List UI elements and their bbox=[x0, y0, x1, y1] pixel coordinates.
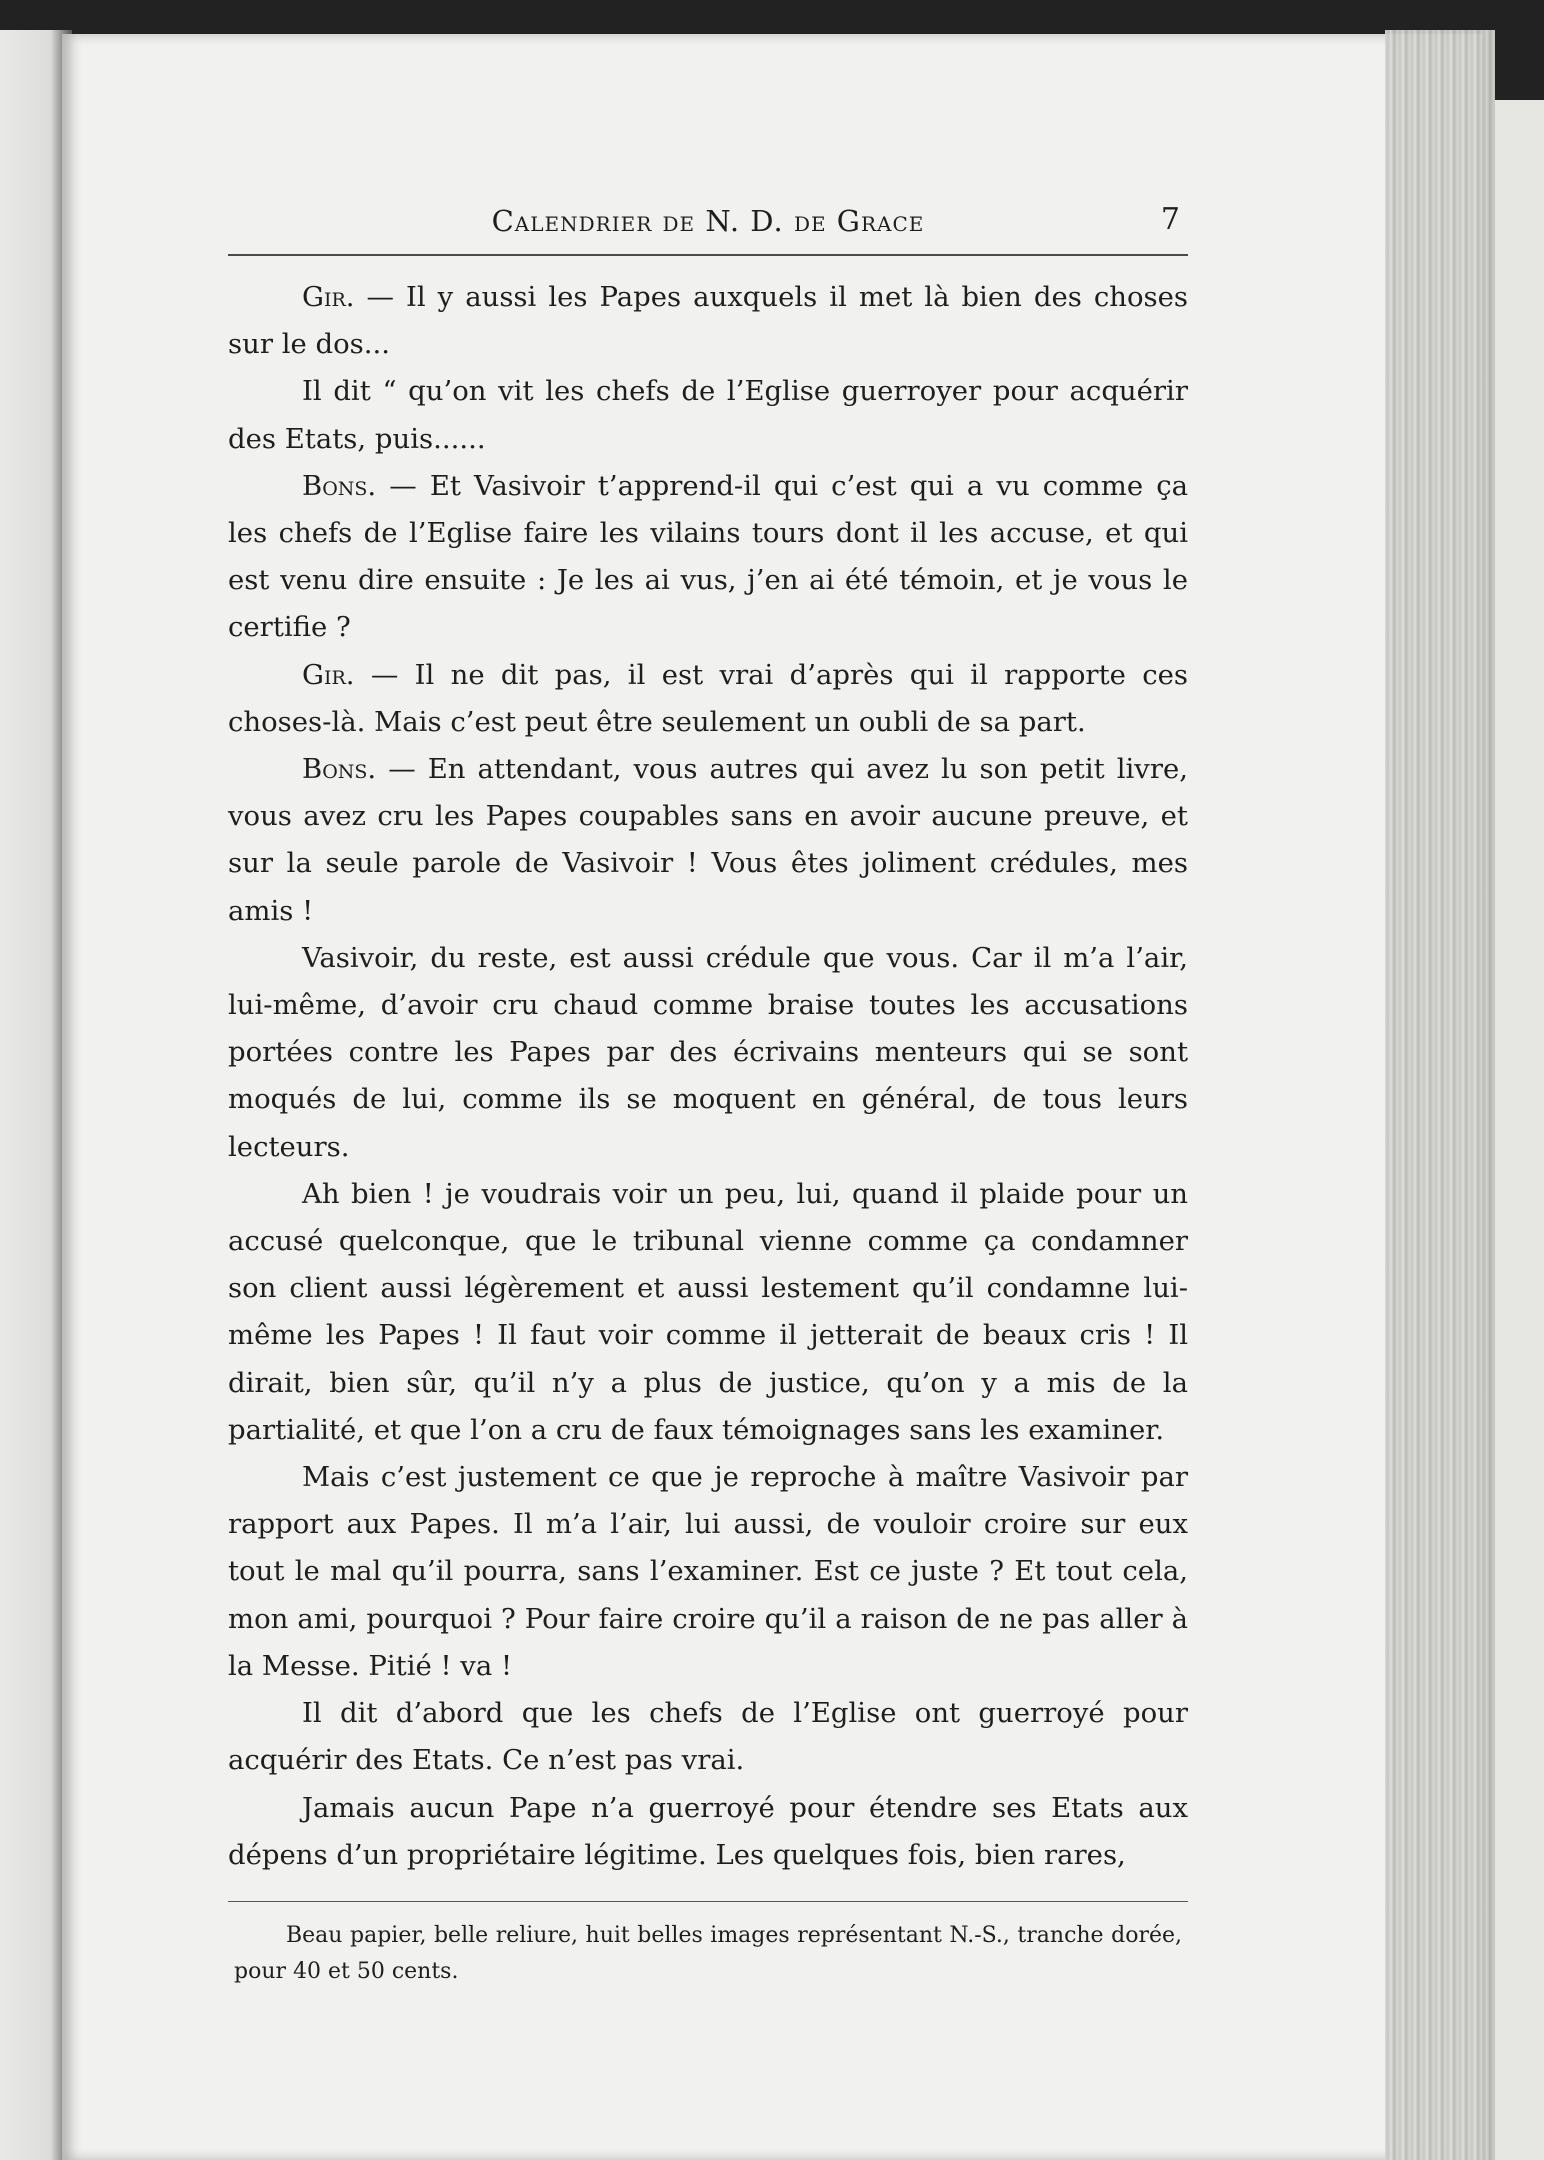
speaker-name: Bons. bbox=[302, 469, 377, 502]
page-fore-edge bbox=[1385, 30, 1495, 2160]
paragraph bbox=[228, 463, 1188, 652]
page-number: 7 bbox=[1160, 202, 1180, 237]
paragraph-text: — En attendant, vous autres qui avez lu son petit livre, vous avez cru les Papes coupables sans en avoir aucune preuve, et sur la seule parole de Vasivoir ! Vous êtes joliment crédules, mes amis ! bbox=[228, 753, 1188, 927]
paragraph-text: Vasivoir, du reste, est aussi crédule que vous. Car il m’a l’air, lui-même, d’avoir cru chaud comme braise toutes les accusations portées contre les Papes par des écrivains menteurs qui se sont moqués de lui, comme ils se moquent en général, de tous leurs lecteurs. bbox=[228, 941, 1188, 1163]
paragraph bbox=[228, 274, 1188, 368]
footnote-rule bbox=[228, 1901, 1188, 1902]
paragraph bbox=[228, 1171, 1188, 1454]
paragraph bbox=[228, 935, 1188, 1171]
footnote: Beau papier, belle reliure, huit belles images représentant N.-S., tranche dorée, pour 40 et 50 cents. bbox=[234, 1922, 1182, 1984]
speaker-name: Bons. bbox=[302, 753, 377, 786]
next-page-sliver bbox=[1495, 100, 1544, 2160]
paragraph-text: — Et Vasivoir t’apprend-il qui c’est qui a vu comme ça les chefs de l’Eglise faire les vilains tours dont il les accuse, et qui est venu dire ensuite : Je les ai vus, j’en ai été témoin, et je vous le certifie ? bbox=[228, 469, 1188, 644]
running-title: Calendrier de N. D. de Grace bbox=[491, 204, 925, 238]
paragraph-text: Ah bien ! je voudrais voir un peu, lui, quand il plaide pour un accusé quelconque, que le tribunal vienne comme ça condamner son client aussi légèrement et aussi lestement qu’il condamne lui-même les Papes ! Il faut voir comme il jetterait de beaux cris ! Il dirait, bien sûr, qu’il n’y a plus de justice, qu’on y a mis de la partialité, et que l’on a cru de faux témoignages sans les examiner. bbox=[228, 1177, 1188, 1446]
paragraph bbox=[228, 1690, 1188, 1784]
paragraph bbox=[228, 1785, 1188, 1879]
paragraph bbox=[228, 746, 1188, 935]
paragraph-text: Il dit d’abord que les chefs de l’Eglise ont guerroyé pour acquérir des Etats. Ce n’est pas vrai. bbox=[228, 1697, 1188, 1777]
paragraph bbox=[228, 1454, 1188, 1690]
paragraph-text: Il dit “ qu’on vit les chefs de l’Eglise guerroyer pour acquérir des Etats, puis...... bbox=[228, 375, 1188, 455]
paragraph-text: — Il ne dit pas, il est vrai d’après qui il rapporte ces choses-là. Mais c’est peut être seulement un oubli de sa part. bbox=[228, 658, 1188, 738]
paragraph bbox=[228, 368, 1188, 462]
running-head bbox=[228, 198, 1188, 256]
paragraph bbox=[228, 652, 1188, 746]
paragraph-text: — Il y aussi les Papes auxquels il met là bien des choses sur le dos... bbox=[228, 281, 1188, 361]
text-block bbox=[228, 198, 1188, 1990]
speaker-name: Gir. bbox=[302, 658, 355, 691]
paragraph-text: Mais c’est justement ce que je reproche à maître Vasivoir par rapport aux Papes. Il m’a l’air, lui aussi, de vouloir croire sur eux tout le mal qu’il pourra, sans l’examiner. Est ce juste ? Et tout cela, mon ami, pourquoi ? Pour faire croire qu’il a raison de ne pas aller à la Messe. Pitié ! va ! bbox=[228, 1461, 1188, 1682]
speaker-name: Gir. bbox=[302, 281, 355, 313]
body-text bbox=[228, 274, 1188, 1879]
paragraph-text: Jamais aucun Pape n’a guerroyé pour étendre ses Etats aux dépens d’un propriétaire légitime. Les quelques fois, bien rares, bbox=[228, 1791, 1188, 1871]
